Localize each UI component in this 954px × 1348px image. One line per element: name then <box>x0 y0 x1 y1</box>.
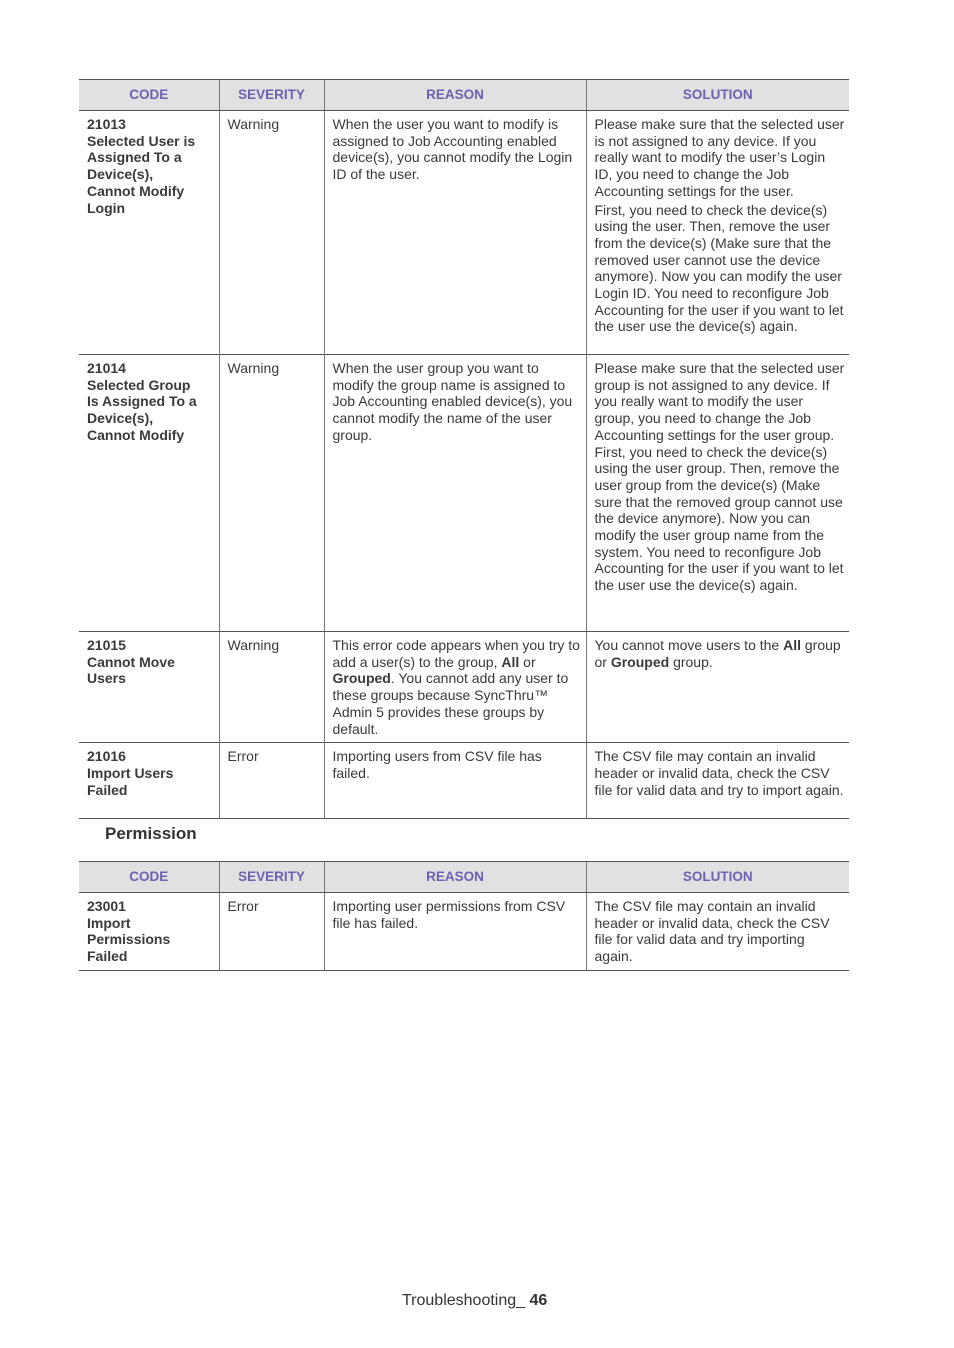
error-title: Selected User is Assigned To a Device(s), Cannot Modify Login <box>87 132 196 216</box>
header-solution: SOLUTION <box>586 80 849 111</box>
error-code: 21015 <box>87 637 126 653</box>
severity-cell: Error <box>219 893 324 971</box>
solution-paragraph: Please make sure that the selected user is not assigned to any device. If you really want to modify the user’s Login ID, you need to change the Job Accounting settings for the user. <box>594 116 845 199</box>
reason-text: . You cannot add any user to these groups because SyncThru™ Admin 5 provides these groups by default. <box>332 670 569 737</box>
page-number: 46 <box>529 1292 548 1309</box>
group-name-grouped: Grouped <box>610 653 670 670</box>
reason-cell: When the user group you want to modify the group name is assigned to Job Accounting enabled device(s), you cannot modify the name of the user group. <box>324 355 586 632</box>
table-row <box>79 743 849 819</box>
severity-cell: Warning <box>219 632 324 743</box>
page-footer <box>402 1292 547 1310</box>
code-cell <box>79 632 219 743</box>
reason-cell: Importing user permissions from CSV file has failed. <box>324 893 586 971</box>
group-name-grouped: Grouped <box>332 670 391 687</box>
header-code: CODE <box>79 862 219 893</box>
reason-cell: Importing users from CSV file has failed. <box>324 743 586 819</box>
table-header-row <box>79 862 849 893</box>
error-code: 21013 <box>87 116 126 132</box>
code-cell <box>79 893 219 971</box>
reason-cell <box>324 632 586 743</box>
error-title: Cannot Move Users <box>87 653 175 687</box>
header-severity: SEVERITY <box>219 862 324 893</box>
reason-text: or <box>519 653 536 670</box>
code-cell <box>79 111 219 355</box>
header-severity: SEVERITY <box>219 80 324 111</box>
solution-cell: The CSV file may contain an invalid header or invalid data, check the CSV file for valid data and try to import again. <box>586 743 849 819</box>
table-row <box>79 355 849 632</box>
error-title: Import Permissions Failed <box>87 914 171 965</box>
error-title: Import Users Failed <box>87 764 174 798</box>
solution-cell <box>586 632 849 743</box>
table-header-row <box>79 80 849 111</box>
error-code-table <box>79 79 849 819</box>
solution-cell <box>586 355 849 632</box>
header-solution: SOLUTION <box>586 862 849 893</box>
table-row <box>79 632 849 743</box>
error-code: 21016 <box>87 748 126 765</box>
header-reason: REASON <box>324 862 586 893</box>
solution-cell: The CSV file may contain an invalid header or invalid data, check the CSV file for valid data and try importing again. <box>586 893 849 971</box>
permission-error-table <box>79 861 849 971</box>
group-name-all: All <box>783 637 801 653</box>
severity-cell: Error <box>219 743 324 819</box>
solution-cell <box>586 111 849 355</box>
solution-text: You cannot move users to the <box>594 637 784 653</box>
solution-paragraph: First, you need to check the device(s) using the user. Then, remove the user from the device(s) (Make sure that the removed user cannot use the device anymore). Now you can modify the user Login ID. You need to reconfigure Job Accounting for the user if you want to let the user use the device(s) again. <box>594 201 844 335</box>
table-row <box>79 893 849 971</box>
solution-text: group or <box>594 637 841 670</box>
severity-cell: Warning <box>219 355 324 632</box>
header-code: CODE <box>79 80 219 111</box>
code-cell <box>79 743 219 819</box>
code-cell <box>79 355 219 632</box>
error-title: Selected Group Is Assigned To a Device(s), Cannot Modify <box>87 376 197 443</box>
severity-cell: Warning <box>219 111 324 355</box>
section-heading-permission: Permission <box>105 824 197 843</box>
error-code: 21014 <box>87 360 126 376</box>
solution-text: group. <box>669 653 713 670</box>
solution-paragraph: First, you need to check the device(s) using the user group. Then, remove the user group from the device(s) (Make sure that the removed group cannot use the device anymore). Now you can modify the user group name from the system. You need to reconfigure Job Accounting for the user if you want to let the user use the device(s) again. <box>594 443 844 594</box>
reason-text: This error code appears when you try to add a user(s) to the group, <box>332 637 580 670</box>
table-row <box>79 111 849 355</box>
group-name-all: All <box>501 653 520 670</box>
error-code: 23001 <box>87 898 126 914</box>
header-reason: REASON <box>324 80 586 111</box>
reason-cell: When the user you want to modify is assigned to Job Accounting enabled device(s), you cannot modify the Login ID of the user. <box>324 111 586 355</box>
footer-label: Troubleshooting_ <box>402 1292 530 1309</box>
solution-paragraph: Please make sure that the selected user group is not assigned to any device. If you really want to modify the user group, you need to change the Job Accounting settings for the user group. <box>594 360 845 443</box>
